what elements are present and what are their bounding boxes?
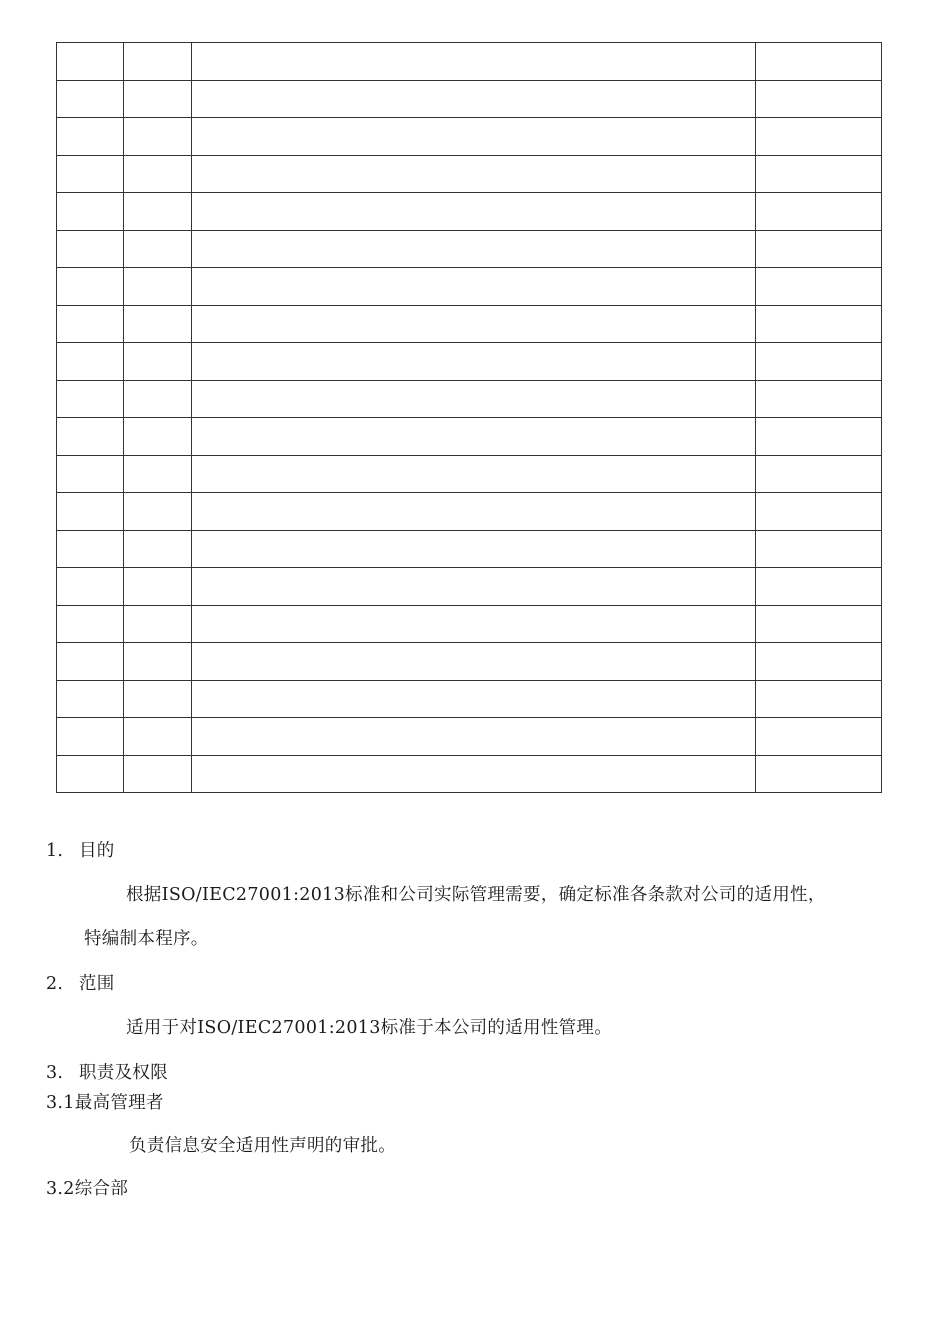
table-cell	[756, 305, 882, 343]
table-cell	[57, 530, 124, 568]
section-1-paragraph-line1: 根据ISO/IEC27001:2013标准和公司实际管理需要，确定标准各条款对公司的适用性，	[126, 885, 826, 905]
table-cell	[57, 493, 124, 531]
table-cell	[756, 80, 882, 118]
table-cell	[124, 418, 192, 456]
table-cell	[124, 680, 192, 718]
table-row	[57, 605, 882, 643]
section-3-heading	[46, 1062, 168, 1084]
table-row	[57, 643, 882, 681]
table-row	[57, 193, 882, 231]
table-cell	[756, 493, 882, 531]
table-cell	[124, 193, 192, 231]
table-row	[57, 343, 882, 381]
table-cell	[124, 530, 192, 568]
section-2-paragraph: 适用于对ISO/IEC27001:2013标准于本公司的适用性管理。	[126, 1018, 613, 1038]
table-cell	[57, 305, 124, 343]
table-cell	[124, 493, 192, 531]
table-cell	[756, 193, 882, 231]
section-1-number: 1.	[46, 841, 64, 861]
table-cell	[57, 643, 124, 681]
table-cell	[192, 680, 756, 718]
table-cell	[57, 568, 124, 606]
table-cell	[756, 380, 882, 418]
table-row	[57, 380, 882, 418]
section-1-heading	[46, 840, 115, 862]
section-3-2-heading: 3.2综合部	[46, 1179, 129, 1199]
table-row	[57, 755, 882, 793]
table-cell	[192, 230, 756, 268]
section-3-1-paragraph: 负责信息安全适用性声明的审批。	[129, 1136, 396, 1156]
table-cell	[124, 268, 192, 306]
table-cell	[124, 118, 192, 156]
table-cell	[192, 380, 756, 418]
table-cell	[57, 268, 124, 306]
table-cell	[57, 230, 124, 268]
table-cell	[756, 455, 882, 493]
table-cell	[756, 568, 882, 606]
table-cell	[192, 343, 756, 381]
table-row	[57, 718, 882, 756]
section-2-title: 范围	[79, 974, 115, 994]
table-row	[57, 155, 882, 193]
table-cell	[124, 643, 192, 681]
table-cell	[57, 193, 124, 231]
table-cell	[124, 455, 192, 493]
table-cell	[756, 605, 882, 643]
table-row	[57, 530, 882, 568]
table-cell	[756, 155, 882, 193]
table-cell	[57, 118, 124, 156]
table-cell	[192, 43, 756, 81]
table-cell	[192, 118, 756, 156]
table-cell	[192, 80, 756, 118]
table-cell	[756, 718, 882, 756]
section-1-paragraph-line2: 特编制本程序。	[84, 929, 209, 949]
table-cell	[124, 380, 192, 418]
table-row	[57, 305, 882, 343]
table-cell	[192, 418, 756, 456]
table-cell	[57, 718, 124, 756]
table-cell	[192, 568, 756, 606]
table-row	[57, 455, 882, 493]
table-cell	[192, 155, 756, 193]
section-2-heading	[46, 973, 115, 995]
table-cell	[756, 418, 882, 456]
table-row	[57, 268, 882, 306]
table-cell	[756, 755, 882, 793]
table-cell	[192, 493, 756, 531]
table-row	[57, 80, 882, 118]
section-3-1-heading: 3.1最高管理者	[46, 1093, 164, 1113]
table-cell	[756, 643, 882, 681]
table-row	[57, 493, 882, 531]
table-cell	[192, 605, 756, 643]
table-cell	[57, 455, 124, 493]
table-row	[57, 118, 882, 156]
table-cell	[756, 343, 882, 381]
table-cell	[192, 455, 756, 493]
table-cell	[57, 605, 124, 643]
table-cell	[124, 718, 192, 756]
table-cell	[192, 268, 756, 306]
table-cell	[124, 568, 192, 606]
table-cell	[124, 230, 192, 268]
table-row	[57, 568, 882, 606]
table-cell	[57, 755, 124, 793]
table-row	[57, 43, 882, 81]
table-cell	[57, 80, 124, 118]
table-cell	[124, 80, 192, 118]
table-cell	[124, 755, 192, 793]
table-cell	[756, 530, 882, 568]
table-cell	[124, 605, 192, 643]
section-3-number: 3.	[46, 1063, 64, 1083]
table-cell	[756, 680, 882, 718]
table-cell	[192, 755, 756, 793]
blank-grid-table	[56, 42, 882, 793]
table-cell	[756, 230, 882, 268]
table-cell	[124, 305, 192, 343]
table-row	[57, 230, 882, 268]
section-2-number: 2.	[46, 974, 64, 994]
table-cell	[192, 305, 756, 343]
table-row	[57, 418, 882, 456]
table-cell	[192, 643, 756, 681]
table-cell	[57, 43, 124, 81]
section-1-title: 目的	[79, 841, 115, 861]
section-3-title: 职责及权限	[79, 1063, 168, 1083]
table-cell	[57, 155, 124, 193]
table-cell	[124, 155, 192, 193]
table-cell	[756, 268, 882, 306]
grid-table-body	[57, 43, 882, 793]
table-cell	[124, 43, 192, 81]
table-cell	[192, 530, 756, 568]
table-cell	[192, 193, 756, 231]
table-cell	[57, 680, 124, 718]
table-cell	[124, 343, 192, 381]
table-cell	[57, 418, 124, 456]
table-cell	[57, 380, 124, 418]
table-cell	[756, 43, 882, 81]
table-cell	[192, 718, 756, 756]
table-row	[57, 680, 882, 718]
table-cell	[756, 118, 882, 156]
table-cell	[57, 343, 124, 381]
